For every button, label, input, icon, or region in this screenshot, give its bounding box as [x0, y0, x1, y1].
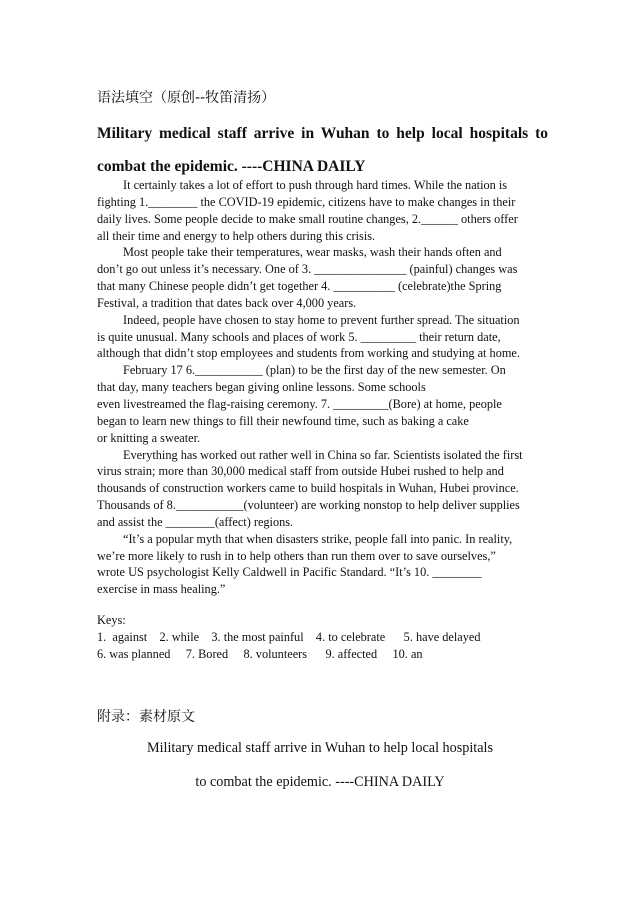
keys-row: 1. against 2. while 3. the most painful 4. to celebrate 5. have delayed	[97, 630, 481, 644]
article-paragraph	[97, 531, 544, 598]
article-paragraph	[97, 362, 544, 446]
article-paragraph	[97, 177, 544, 244]
answer-keys	[97, 612, 547, 663]
article-title: Military medical staff arrive in Wuhan to help local hospitals to combat the epidemic. ----CHINA DAILY	[97, 125, 548, 175]
paragraph-line: all their time and energy to help others during this crisis.	[97, 228, 376, 243]
paragraph-line: or knitting a sweater.	[97, 430, 201, 445]
paragraph-line: that day, many teachers began giving online lessons. Some schools	[97, 380, 426, 395]
paragraph-line: Thousands of 8.___________(volunteer) are working nonstop to help deliver supplies	[97, 498, 520, 513]
paragraph-line: exercise in mass healing.”	[97, 582, 226, 597]
paragraph-line: wrote US psychologist Kelly Caldwell in Pacific Standard. “It’s 10. ________	[97, 565, 482, 580]
paragraph-line: is quite unusual. Many schools and places of work 5. _________ their return date,	[97, 329, 501, 344]
paragraph-line: don’t go out unless it’s necessary. One of 3. _______________ (painful) changes was	[97, 262, 518, 277]
paragraph-line: February 17 6.___________ (plan) to be the first day of the new semester. On	[123, 363, 506, 378]
paragraph-line: fighting 1.________ the COVID-19 epidemic, citizens have to make changes in their	[97, 194, 516, 209]
paragraph-line: Everything has worked out rather well in China so far. Scientists isolated the first	[123, 447, 523, 462]
paragraph-line: Most people take their temperatures, wear masks, wash their hands often and	[123, 245, 502, 260]
paragraph-line: thousands of construction workers came to build hospitals in Wuhan, Hubei province.	[97, 481, 519, 496]
keys-row: 6. was planned 7. Bored 8. volunteers 9. affected 10. an	[97, 647, 423, 661]
paragraph-line: It certainly takes a lot of effort to push through hard times. While the nation is	[123, 178, 508, 192]
source-title-line: to combat the epidemic. ----CHINA DAILY	[195, 774, 445, 790]
paragraph-line: “It’s a popular myth that when disasters strike, people fall into panic. In reality,	[123, 531, 513, 546]
paragraph-line: we’re more likely to rush in to help others than run them over to save ourselves,”	[97, 548, 496, 563]
paragraph-line: began to learn new things to fill their newfound time, such as baking a cake	[97, 413, 469, 428]
article-paragraph	[97, 447, 544, 531]
paragraph-line: that many Chinese people didn’t get together 4. __________ (celebrate)the Spring	[97, 279, 502, 294]
article-paragraph	[97, 312, 544, 363]
paragraph-line: even livestreamed the flag-raising ceremony. 7. _________(Bore) at home, people	[97, 396, 502, 411]
article-paragraph	[97, 244, 544, 311]
appendix-heading: 附录：素材原文	[97, 709, 195, 725]
paragraph-line: daily lives. Some people decide to make small routine changes, 2.______ others offer	[97, 211, 518, 226]
paragraph-line: Indeed, people have chosen to stay home to prevent further spread. The situation	[123, 312, 520, 327]
paragraph-line: and assist the ________(affect) regions.	[97, 514, 294, 529]
paragraph-line: Festival, a tradition that dates back over 4,000 years.	[97, 295, 357, 310]
paragraph-line: virus strain; more than 30,000 medical staff from outside Hubei rushed to help and	[97, 464, 504, 479]
source-title-line: Military medical staff arrive in Wuhan to help local hospitals	[146, 740, 493, 756]
paragraph-line: although that didn’t stop employees and students from working and studying at home.	[97, 346, 520, 361]
exercise-heading: 语法填空（原创--牧笛清扬）	[97, 90, 276, 106]
article-body	[97, 177, 544, 598]
keys-label: Keys:	[97, 613, 126, 627]
